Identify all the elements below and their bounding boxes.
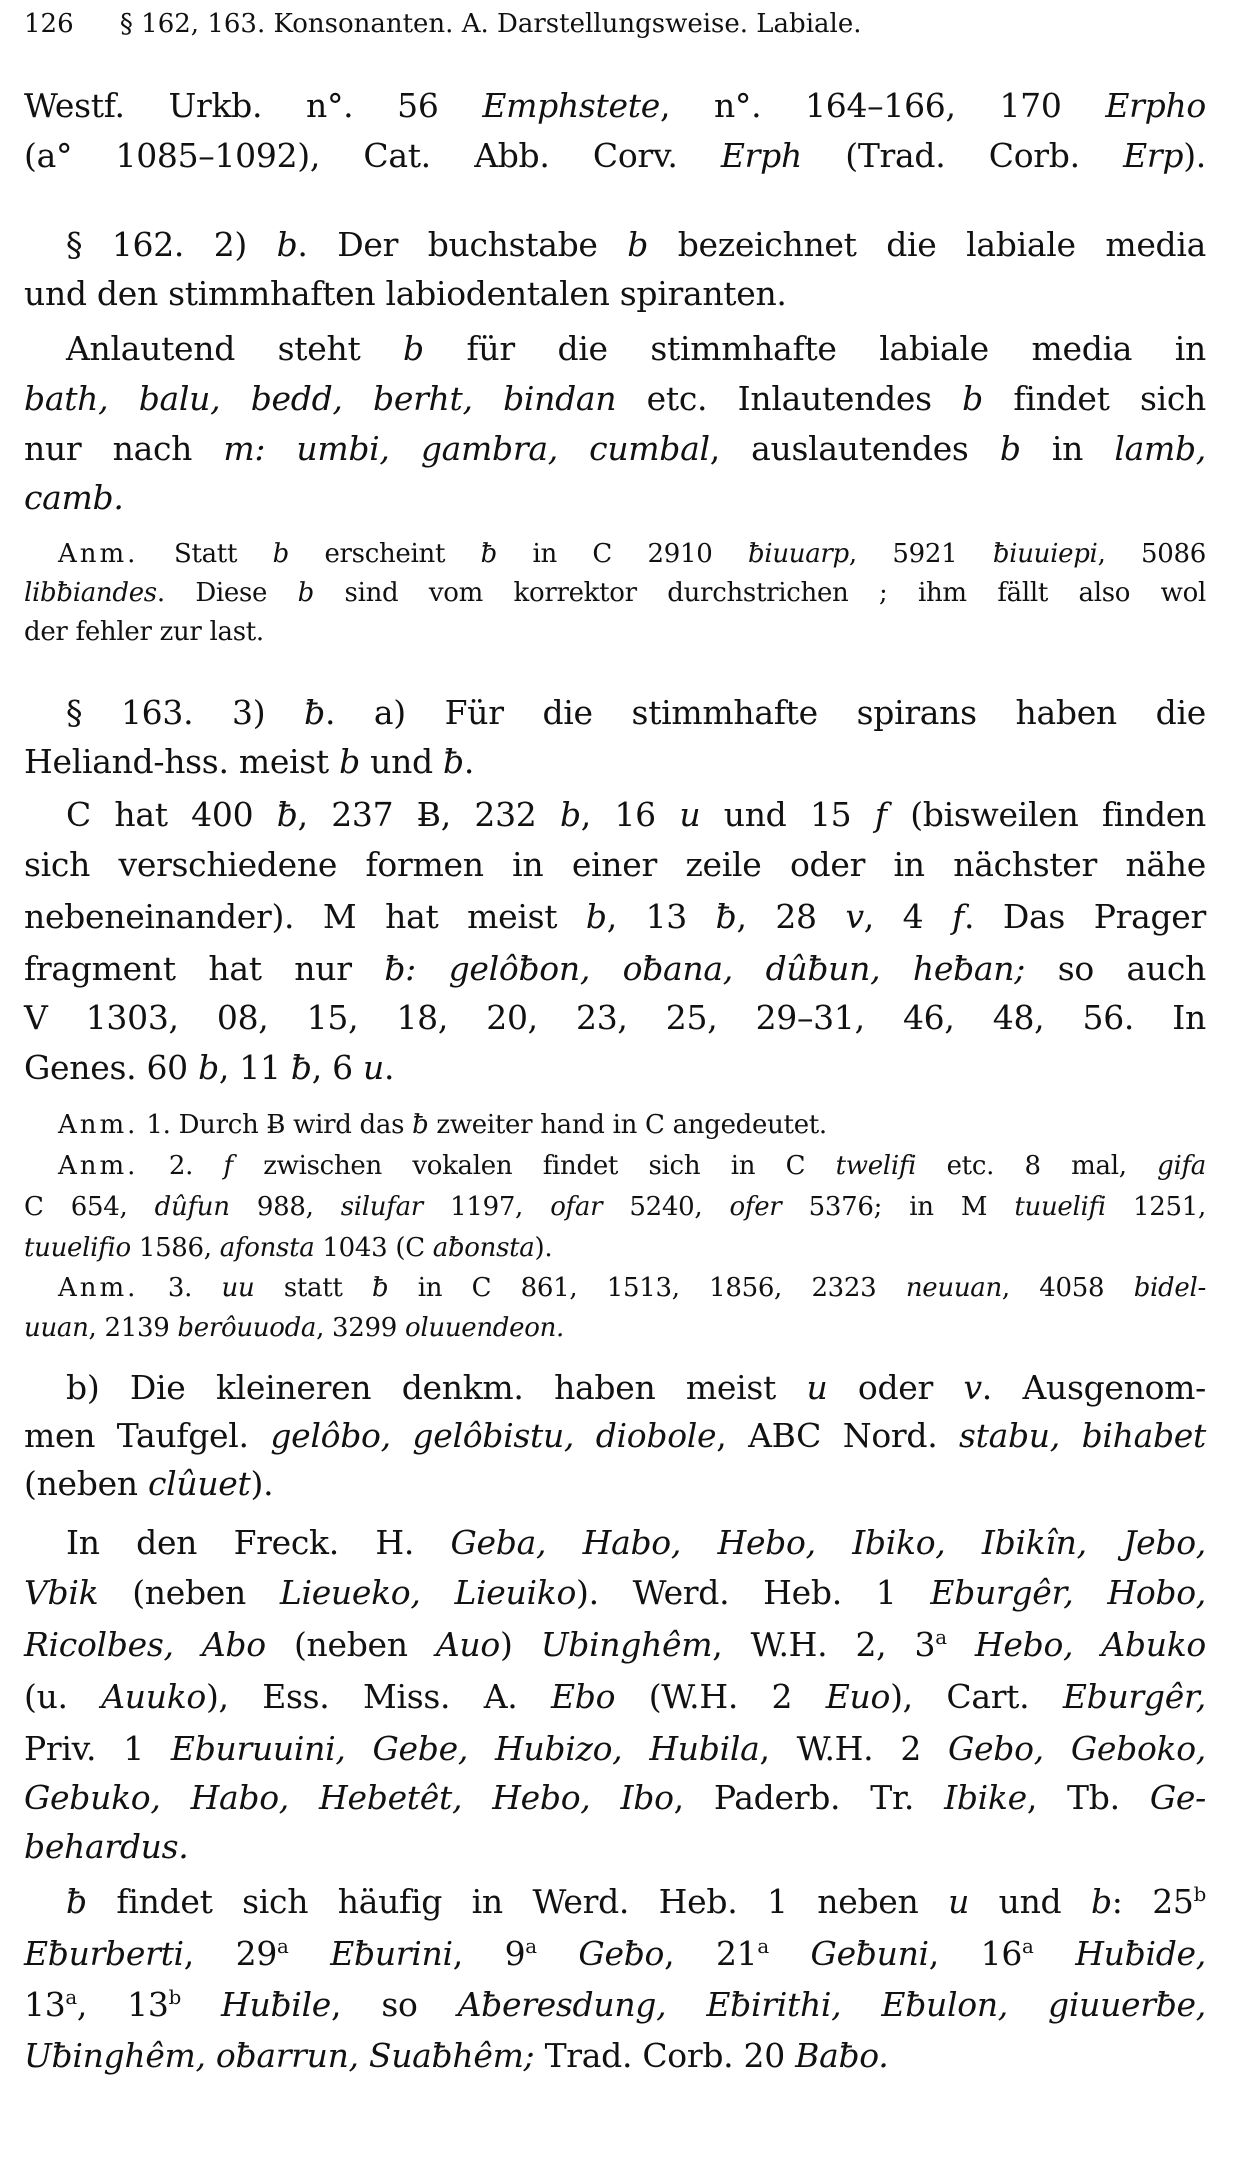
text-run: V 1303, 08, 15, 18, 20, 23, 25, 29–31, 46, 48, 56. In [24, 998, 1206, 1037]
text-run: in [1020, 429, 1115, 468]
text-run: sind vom korrektor durchstrichen ; ihm fällt also wol [314, 578, 1206, 608]
text-run: der fehler zur last. [24, 617, 264, 647]
italic-text: bath, balu, bedd, berht, bindan [24, 379, 617, 418]
italic-text: ƀ [290, 1048, 312, 1087]
text-run: , 4058 [1001, 1273, 1134, 1303]
text-run: , W.H. 2, 3 [712, 1625, 936, 1664]
text-run: nebeneinander). M hat meist [24, 897, 586, 936]
text-run: nur nach [24, 429, 224, 468]
note-line [24, 1109, 1206, 1141]
text-run: , W.H. 2 [759, 1729, 948, 1768]
text-run: in C 2910 [496, 539, 748, 569]
text-line [24, 1882, 1206, 1922]
italic-text: b [999, 429, 1021, 468]
text-run: 5376; in M [781, 1192, 1015, 1222]
text-line [24, 1985, 1206, 2025]
text-line [24, 742, 1206, 782]
italic-text: afonsta [219, 1233, 315, 1263]
italic-text: Eƀurberti [24, 1934, 184, 1973]
text-run [289, 1934, 331, 1973]
text-line [24, 795, 1206, 835]
text-run: 988, [229, 1192, 341, 1222]
text-run: : 25 [1111, 1882, 1194, 1921]
text-line [24, 845, 1206, 885]
text-run: , 13 [606, 897, 716, 936]
text-run: Heliand-hss. meist [24, 742, 340, 781]
text-line [24, 274, 1206, 314]
text-run [947, 1625, 975, 1664]
italic-text: u [362, 1048, 384, 1087]
text-run: Trad. Corb. 20 [534, 2036, 796, 2075]
superscript: a [935, 1626, 947, 1649]
text-run: etc. Inlautendes [616, 379, 963, 418]
text-run: 3. [138, 1273, 222, 1303]
note-line [24, 1191, 1206, 1223]
italic-text: m: umbi, gambra, cumbal [223, 429, 710, 468]
text-run [769, 1934, 811, 1973]
text-line [24, 1573, 1206, 1613]
italic-text: Geƀuni [810, 1934, 929, 1973]
text-run: oder [827, 1368, 964, 1407]
text-run: ), Cart. [890, 1677, 1063, 1716]
text-run: , 5921 [848, 539, 993, 569]
italic-text: ƀ [412, 1110, 429, 1140]
text-run: . [463, 742, 475, 781]
text-run: 1197, [422, 1192, 551, 1222]
italic-text: libƀiandes [24, 578, 157, 608]
italic-text: ƀ [304, 693, 325, 732]
italic-text: Gebo, Geboko, [948, 1729, 1206, 1768]
italic-text: Aƀeresdung, Eƀirithi, Eƀulon, giuuerƀe, [457, 1985, 1206, 2024]
italic-text: b [272, 539, 289, 569]
italic-text: Ricolbes, Abo [24, 1625, 266, 1664]
italic-text: ƀiuuiepi [992, 539, 1098, 569]
italic-text: v [845, 897, 864, 936]
text-run: , 29 [183, 1934, 278, 1973]
italic-text: b [403, 329, 424, 368]
text-run: 5240, [602, 1192, 730, 1222]
text-run: Westf. Urkb. n°. 56 [24, 86, 483, 125]
italic-text: Euo [825, 1677, 891, 1716]
italic-text: f [952, 897, 964, 936]
italic-text: silufar [340, 1192, 423, 1222]
text-line [24, 329, 1206, 369]
italic-text: u [948, 1882, 970, 1921]
text-run: Anm. [58, 1273, 139, 1303]
text-run: ) [499, 1625, 541, 1664]
text-line [24, 379, 1206, 419]
text-run: zwischen vokalen findet sich in C [232, 1151, 836, 1181]
italic-text: lamb, [1114, 429, 1206, 468]
note-line [24, 616, 1206, 648]
italic-text: Gebuko, Habo, Hebetêt, Hebo, Ibo [24, 1778, 674, 1817]
text-line [24, 949, 1206, 989]
text-run: findet sich häufig in Werd. Heb. 1 neben [86, 1882, 949, 1921]
text-run: Anlautend steht [66, 329, 404, 368]
text-run: und [969, 1882, 1091, 1921]
text-run: (W.H. 2 [615, 1677, 826, 1716]
italic-text: clûuet [147, 1464, 251, 1503]
italic-text: Erp [1123, 136, 1184, 175]
superscript: a [277, 1935, 289, 1958]
text-line [24, 1934, 1206, 1974]
italic-text: Ebo [551, 1677, 616, 1716]
text-run: ). [1183, 136, 1206, 175]
italic-text: b [276, 225, 298, 264]
italic-text: uuan [24, 1313, 89, 1343]
text-run: zweiter hand in C angedeutet. [428, 1110, 827, 1140]
superscript: a [1022, 1935, 1034, 1958]
italic-text: ofar [550, 1192, 603, 1222]
italic-text: b [297, 578, 314, 608]
text-run: . Diese [156, 578, 298, 608]
text-run: ), Ess. Miss. A. [205, 1677, 552, 1716]
italic-text: camb. [24, 478, 124, 517]
italic-text: b [198, 1048, 219, 1087]
italic-text: ƀ [371, 1273, 389, 1303]
text-run: In den Freck. H. [66, 1523, 451, 1562]
text-run: . Ausgenom- [981, 1368, 1206, 1407]
italic-text: Uƀinghêm, oƀarrun, Suaƀhêm; [24, 2036, 535, 2075]
text-line [24, 1523, 1206, 1563]
italic-text: b [962, 379, 983, 418]
text-run: 2. [138, 1151, 224, 1181]
text-run: , 4 [863, 897, 953, 936]
text-run: b) Die kleineren denkm. haben meist [66, 1368, 807, 1407]
text-run: Anm. [58, 1110, 139, 1140]
note-line [24, 1232, 1206, 1264]
italic-text: uu [221, 1273, 255, 1303]
text-run: Statt [138, 539, 273, 569]
text-run: , so [331, 1985, 458, 2024]
text-run: (neben [265, 1625, 436, 1664]
note-line [24, 1272, 1206, 1304]
text-line [24, 1368, 1206, 1408]
text-line [24, 429, 1206, 469]
page-header [24, 8, 1206, 40]
text-line [24, 998, 1206, 1038]
text-run: , 6 [311, 1048, 363, 1087]
text-run: , 16 [580, 795, 680, 834]
text-run: und [359, 742, 444, 781]
text-run: § 162. 2) [66, 225, 277, 264]
text-line [24, 1729, 1206, 1769]
text-run: , 5086 [1097, 539, 1206, 569]
italic-text: b [585, 897, 607, 936]
text-run: . [383, 1048, 395, 1087]
italic-text: Huƀile [221, 1985, 332, 2024]
text-run: , 16 [928, 1934, 1023, 1973]
text-run: erscheint [288, 539, 481, 569]
text-run: (u. [24, 1677, 102, 1716]
italic-text: neuuan [905, 1273, 1002, 1303]
text-line [24, 1625, 1206, 1665]
italic-text: Hebo, Abuko [974, 1625, 1206, 1664]
italic-text: Emphstete [482, 86, 660, 125]
italic-text: f [223, 1151, 233, 1181]
text-run: (a° 1085–1092), Cat. Abb. Corv. [24, 136, 721, 175]
text-line [24, 1048, 1206, 1088]
italic-text: gifa [1157, 1151, 1207, 1181]
italic-text: Auo [435, 1625, 500, 1664]
italic-text: b [339, 742, 360, 781]
text-run: 1. Durch Ƀ wird das [138, 1110, 413, 1140]
italic-text: Ge- [1149, 1778, 1206, 1817]
superscript: b [168, 1986, 181, 2009]
note-line [24, 538, 1206, 570]
text-run: 1043 (C [314, 1233, 433, 1263]
italic-text: u [806, 1368, 828, 1407]
italic-text: dûfun [154, 1192, 230, 1222]
italic-text: oluuendeon. [405, 1313, 564, 1343]
text-run: Genes. 60 [24, 1048, 199, 1087]
text-run: (Trad. Corb. [801, 136, 1124, 175]
text-run: und 15 [700, 795, 875, 834]
italic-text: u [679, 795, 701, 834]
page-number: 126 [24, 9, 74, 39]
italic-text: ƀiuuarp [747, 539, 849, 569]
italic-text: behardus. [24, 1827, 189, 1866]
italic-text: Vbik [24, 1573, 99, 1612]
italic-text: Erph [720, 136, 802, 175]
text-run: fragment hat nur [24, 949, 385, 988]
text-run: (neben [24, 1464, 148, 1503]
text-run: , 9 [452, 1934, 526, 1973]
italic-text: twelifi [835, 1151, 917, 1181]
text-line [24, 1778, 1206, 1818]
italic-text: Erpho [1105, 86, 1206, 125]
italic-text: Ibike [944, 1778, 1027, 1817]
italic-text: ƀ [276, 795, 298, 834]
text-line [24, 136, 1206, 176]
italic-text: tuuelifio [24, 1233, 131, 1263]
text-line [24, 478, 1206, 518]
text-run: , ABC Nord. [716, 1416, 960, 1455]
text-run: (neben [98, 1573, 280, 1612]
italic-text: b [559, 795, 581, 834]
italic-text: berôuuoda [177, 1313, 317, 1343]
text-line [24, 86, 1206, 126]
italic-text: v [963, 1368, 982, 1407]
text-run: Priv. 1 [24, 1729, 171, 1768]
text-line [24, 1827, 1206, 1867]
superscript: a [65, 1986, 77, 2009]
text-run [181, 1985, 221, 2024]
note-line [24, 577, 1206, 609]
italic-text: Eburuuini, Gebe, Hubizo, Hubila [170, 1729, 760, 1768]
text-run: ). Werd. Heb. 1 [576, 1573, 931, 1612]
text-run: § 163. 3) [66, 693, 305, 732]
text-run: in C 861, 1513, 1856, 2323 [388, 1273, 906, 1303]
italic-text: ƀ [66, 1882, 87, 1921]
superscript: a [757, 1935, 769, 1958]
text-run: für die stimmhafte labiale media in [423, 329, 1206, 368]
italic-text: stabu, bihabet [959, 1416, 1207, 1455]
text-line [24, 1677, 1206, 1717]
text-run: Anm. [58, 1151, 139, 1181]
italic-text: bidel- [1133, 1273, 1206, 1303]
italic-text: Geba, Habo, Hebo, Ibiko, Ibikîn, Jebo, [450, 1523, 1206, 1562]
text-run: , Tb. [1026, 1778, 1150, 1817]
italic-text: ƀ [715, 897, 737, 936]
text-run: . Der buchstabe [297, 225, 628, 264]
italic-text: ofer [729, 1192, 782, 1222]
text-run: , auslautendes [709, 429, 1000, 468]
text-run: ). [534, 1233, 553, 1263]
text-run: 1251, [1105, 1192, 1206, 1222]
italic-text: Auuko [101, 1677, 206, 1716]
italic-text: ƀ: gelôƀon, oƀana, dûƀun, heƀan; [384, 949, 1026, 988]
text-run: , Paderb. Tr. [673, 1778, 945, 1817]
text-run: . a) Für die stimmhafte spirans haben die [324, 693, 1206, 732]
italic-text: ƀ [480, 539, 497, 569]
text-run: C hat 400 [66, 795, 277, 834]
text-run: Anm. [58, 539, 139, 569]
italic-text: Baƀo. [795, 2036, 889, 2075]
text-run: , 2139 [88, 1313, 178, 1343]
text-line [24, 897, 1206, 937]
italic-text: ƀ [443, 742, 464, 781]
text-run: etc. 8 mal, [916, 1151, 1158, 1181]
note-line [24, 1312, 1206, 1344]
text-run: 13 [24, 1985, 66, 2024]
italic-text: b [627, 225, 649, 264]
italic-text: Geƀo [578, 1934, 665, 1973]
text-run: und den stimmhaften labiodentalen spiranten. [24, 274, 787, 313]
text-run: sich verschiedene formen in einer zeile oder in nächster nähe [24, 845, 1206, 884]
text-run: 1586, [130, 1233, 220, 1263]
text-run: . Das Prager [963, 897, 1207, 936]
text-run: , 3299 [316, 1313, 405, 1343]
text-run: (bisweilen finden [886, 795, 1206, 834]
italic-text: Eƀurini [330, 1934, 453, 1973]
running-title: § 162, 163. Konsonanten. A. Darstellungsweise. Labiale. [119, 9, 862, 39]
text-run: , n°. 164–166, 170 [659, 86, 1106, 125]
text-run: , 11 [218, 1048, 291, 1087]
text-line [24, 1416, 1206, 1456]
text-run: bezeichnet die labiale media [648, 225, 1206, 264]
italic-text: tuuelifi [1014, 1192, 1106, 1222]
section-heading-162 [24, 225, 1206, 265]
section-heading-163 [24, 693, 1206, 733]
text-run: statt [254, 1273, 372, 1303]
italic-text: Ubinghêm [540, 1625, 713, 1664]
italic-text: Eburgêr, Hobo, [930, 1573, 1206, 1612]
text-run: , 13 [76, 1985, 169, 2024]
italic-text: f [874, 795, 887, 834]
text-run: men Taufgel. [24, 1416, 271, 1455]
text-run: so auch [1025, 949, 1207, 988]
italic-text: Huƀide, [1075, 1934, 1206, 1973]
text-run [537, 1934, 579, 1973]
superscript: a [525, 1935, 537, 1958]
text-line [24, 2036, 1206, 2076]
text-run: C 654, [24, 1192, 155, 1222]
note-line [24, 1150, 1206, 1182]
text-run: findet sich [983, 379, 1206, 418]
text-run: , 21 [664, 1934, 758, 1973]
italic-text: b [1090, 1882, 1112, 1921]
italic-text: Lieueko, Lieuiko [279, 1573, 577, 1612]
text-line [24, 1464, 1206, 1504]
italic-text: gelôbo, gelôbistu, diobole [270, 1416, 717, 1455]
text-run [1034, 1934, 1076, 1973]
italic-text: aƀonsta [432, 1233, 535, 1263]
text-run: , 237 Ƀ, 232 [297, 795, 560, 834]
text-run: , 28 [736, 897, 846, 936]
text-run: ). [250, 1464, 274, 1503]
superscript: b [1193, 1883, 1206, 1906]
italic-text: Eburgêr, [1062, 1677, 1206, 1716]
